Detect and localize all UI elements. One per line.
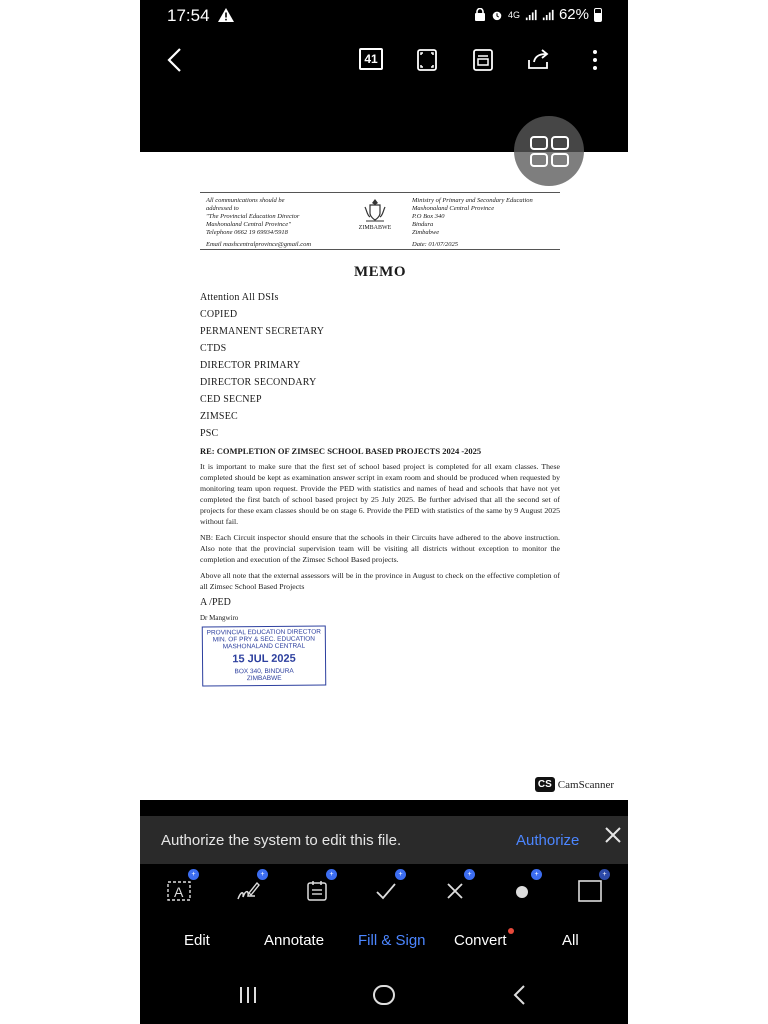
grid-cell [530, 136, 548, 150]
letterhead-right-line: Zimbabwe [412, 229, 440, 236]
more-vertical-icon [592, 48, 598, 72]
cross-mark-icon [444, 880, 466, 902]
recipient: Attention All DSIs [200, 292, 279, 303]
page-grid-button[interactable] [514, 116, 584, 186]
coat-of-arms-icon [362, 197, 388, 223]
check-tool-button[interactable] [371, 871, 403, 906]
recipient: COPIED [200, 309, 238, 320]
plus-badge: + [395, 869, 406, 880]
notification-dot [508, 928, 514, 934]
official-stamp [202, 625, 327, 686]
letterhead [200, 192, 560, 250]
share-button[interactable] [522, 44, 556, 76]
stamp-line: PROVINCIAL EDUCATION DIRECTOR [206, 628, 322, 637]
more-options-button[interactable] [578, 44, 612, 76]
stamp-line: ZIMBABWE [246, 674, 282, 683]
plus-badge: + [326, 869, 337, 880]
dot-tool-button[interactable] [507, 871, 539, 906]
form-tool-button[interactable] [302, 871, 334, 906]
tab-convert[interactable]: Convert [454, 932, 507, 949]
tab-all[interactable]: All [562, 932, 579, 949]
alarm-icon [491, 8, 503, 22]
warning-icon [217, 7, 235, 23]
top-toolbar [140, 32, 628, 88]
letterhead-left-line: All communications should be [206, 197, 285, 204]
back-button[interactable] [158, 44, 192, 76]
plus-badge: + [188, 869, 199, 880]
stamp-line: MASHONALAND CENTRAL [222, 642, 306, 651]
share-icon [526, 48, 552, 72]
network-type: 4G [507, 9, 520, 20]
authorize-banner [140, 816, 628, 864]
letterhead-right-line: Ministry of Primary and Secondary Education [412, 197, 533, 204]
stamp-date: 15 JUL 2025 [232, 652, 296, 666]
letterhead-right-line: Bindura [412, 221, 434, 228]
page-count-button[interactable]: 41 [359, 48, 383, 70]
signoff: A /PED [200, 597, 231, 608]
signal-icon-2 [542, 8, 554, 22]
grid-cell [551, 153, 569, 167]
grid-cell [551, 136, 569, 150]
fit-screen-button[interactable] [410, 44, 444, 76]
stamp-line: MIN. OF PRY & SEC. EDUCATION [212, 635, 315, 644]
stamp-line: BOX 340, BINDURA [234, 667, 294, 676]
letterhead-left-line: "The Provincial Education Director [206, 213, 300, 220]
memo-paragraph: It is important to make sure that the first set of school based project is completed for all exam classes. These completed should be kept as examination answer script in exam room and should be produced when requested by monitoring team upon request. Provide the PED with statistics and names of head and schools that have not yet completed the first batch of school based project by 25 July 2025. Be further advised that all the second set of projects for these exam classes should be on stage 6. Provide the PED with statistics of the same by 9 August 2025 without fail. [200, 462, 560, 526]
battery-icon [594, 8, 602, 22]
plus-badge: + [531, 869, 542, 880]
memo-paragraph: NB: Each Circuit inspector should ensure that the schools in their Circuits have adhered to the above instruction. Also note that the provincial supervision team will be visiting all districts without exception to monitor the completion and execution of the Zimsec School Based projects. [200, 533, 560, 564]
tab-annotate[interactable]: Annotate [264, 932, 325, 949]
reading-mode-button[interactable] [466, 44, 500, 76]
recipient: PSC [200, 428, 219, 439]
recipient: CTDS [200, 343, 227, 354]
letterhead-left [206, 197, 346, 237]
authorize-message: Authorize the system to edit this file. [161, 832, 402, 849]
camscanner-watermark [535, 777, 614, 792]
signer-name: Dr Mangwiro [200, 614, 239, 622]
recipient: DIRECTOR PRIMARY [200, 360, 301, 371]
phone-screen [140, 0, 628, 1024]
recipient: CED SECNEP [200, 394, 262, 405]
battery-percent: 62% [558, 6, 589, 23]
letterhead-left-line: Telephone 0662 19 69934/5918 [206, 229, 288, 236]
letterhead-right-line: P.O Box 340 [412, 213, 445, 220]
plus-badge: + [599, 869, 610, 880]
document-view[interactable] [140, 152, 628, 800]
authorize-button[interactable]: Authorize [516, 832, 580, 849]
rectangle-tool-button[interactable] [575, 871, 607, 906]
letterhead-right-line: Mashonaland Central Province [412, 205, 495, 212]
recipient: PERMANENT SECRETARY [200, 326, 325, 337]
letterhead-country: ZIMBABWE [358, 225, 392, 231]
camscanner-logo-icon: CS [535, 777, 555, 792]
grid-cell [530, 153, 548, 167]
checkmark-icon [374, 879, 398, 903]
chevron-left-icon [166, 47, 184, 73]
form-icon [305, 879, 329, 903]
lock-icon [474, 8, 486, 22]
recipient: ZIMSEC [200, 411, 238, 422]
signature-tool-button[interactable] [233, 871, 265, 906]
letterhead-email: Email mashcentralprovince@gmail.com [206, 241, 312, 248]
recipient: DIRECTOR SECONDARY [200, 377, 317, 388]
scanned-memo [200, 192, 560, 686]
letterhead-center [350, 197, 400, 231]
bottom-tabs [140, 926, 628, 960]
letterhead-right [412, 197, 562, 237]
text-tool-button[interactable] [164, 871, 196, 906]
recent-apps-icon[interactable] [235, 984, 261, 1006]
signal-icon-1 [525, 8, 537, 22]
system-nav-bar [140, 970, 628, 1024]
tab-edit[interactable]: Edit [184, 932, 210, 949]
rectangle-icon [577, 879, 603, 903]
dot-icon [513, 882, 531, 900]
signature-pen-icon [235, 879, 261, 903]
close-icon[interactable] [602, 824, 624, 846]
cross-tool-button[interactable] [440, 871, 472, 906]
recipient-list [200, 289, 560, 442]
letterhead-left-line: addressed to [206, 205, 239, 212]
memo-title: MEMO [354, 264, 406, 280]
plus-badge: + [464, 869, 475, 880]
status-bar [140, 0, 628, 32]
fit-screen-icon [416, 48, 438, 72]
home-icon[interactable] [371, 984, 397, 1006]
fill-sign-tools [140, 868, 628, 916]
status-right [474, 6, 602, 23]
letterhead-left-line: Mashonaland Central Province" [206, 221, 291, 228]
memo-subject: RE: COMPLETION OF ZIMSEC SCHOOL BASED PROJECTS 2024 -2025 [200, 446, 482, 456]
status-time: 17:54 [167, 6, 210, 25]
memo-date: Date: 01/07/2025 [412, 241, 459, 248]
plus-badge: + [257, 869, 268, 880]
tab-fill-sign[interactable]: Fill & Sign [358, 932, 426, 949]
back-nav-icon[interactable] [508, 984, 534, 1006]
memo-paragraph: Above all note that the external assessors will be in the province in August to check on the effective completion of all Zimsec School Based Projects [200, 571, 560, 591]
text-box-icon [166, 879, 192, 903]
camscanner-label: CamScanner [557, 778, 614, 791]
svg-text:A: A [174, 884, 184, 900]
reading-mode-icon [472, 48, 494, 72]
